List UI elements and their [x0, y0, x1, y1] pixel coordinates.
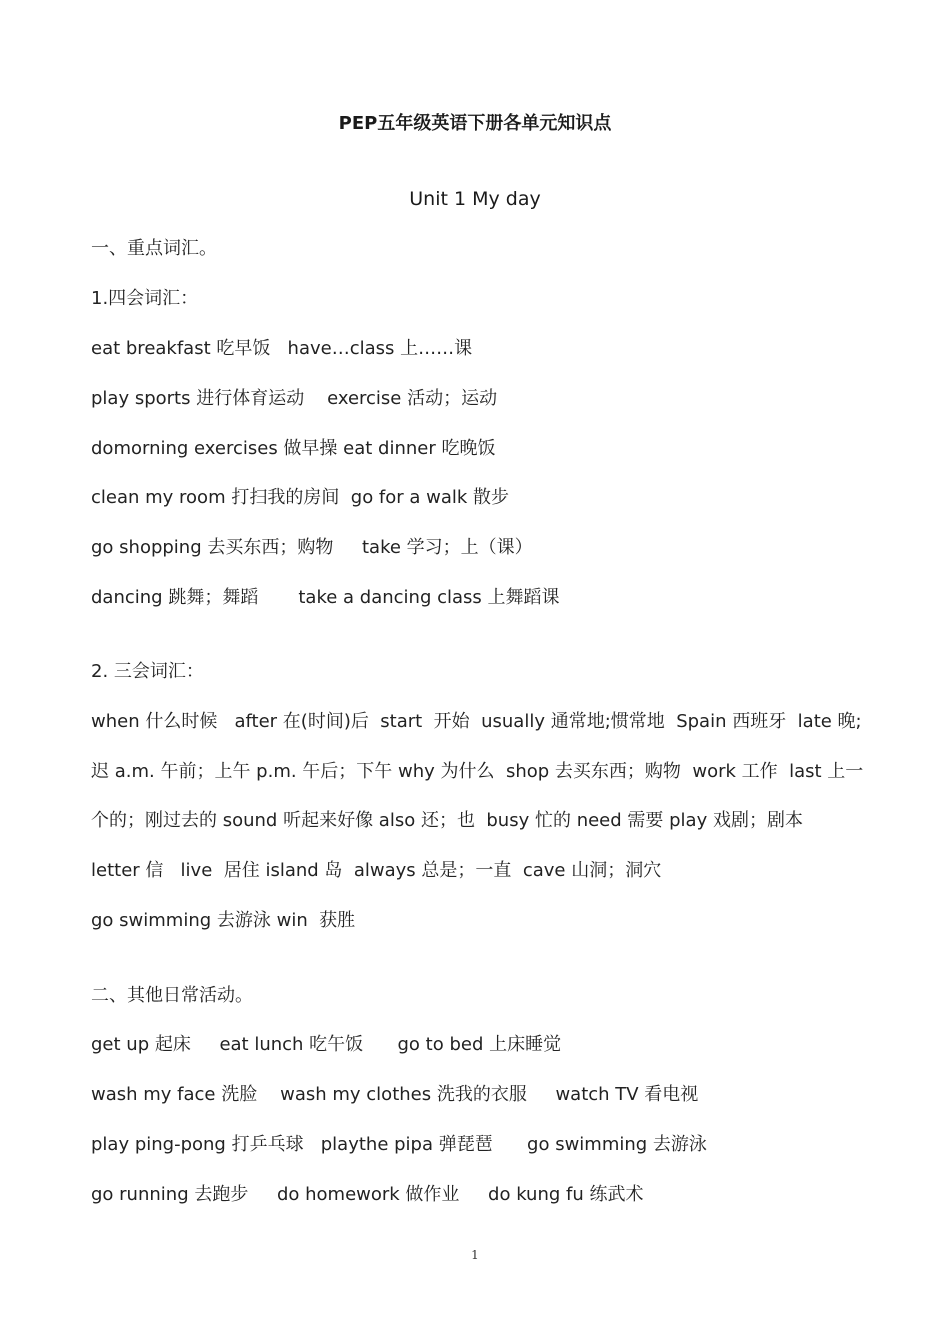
vocab-line: clean my room 打扫我的房间 go for a walk 散步	[91, 487, 510, 508]
unit-title: Unit 1 My day	[409, 188, 541, 210]
activity-line: play ping-pong 打乒乓球 playthe pipa 弹琵琶 go swimming 去游泳	[91, 1134, 707, 1155]
document-title: PEP五年级英语下册各单元知识点	[338, 113, 612, 134]
vocab-line: domorning exercises 做早操 eat dinner 吃晚饭	[91, 438, 496, 459]
page-number: 1	[471, 1248, 479, 1262]
activity-line: get up 起床 eat lunch 吃午饭 go to bed 上床睡觉	[91, 1034, 562, 1055]
vocab-line: letter 信 live 居住 island 岛 always 总是；一直 cave 山洞；洞穴	[91, 860, 662, 881]
section-heading-other-activities: 二、其他日常活动。	[91, 985, 253, 1006]
vocab-line: go shopping 去买东西；购物 take 学习；上（课）	[91, 537, 533, 558]
activity-line: wash my face 洗脸 wash my clothes 洗我的衣服 watch TV 看电视	[91, 1084, 699, 1105]
subheading-three-skill-words: 2. 三会词汇：	[91, 661, 204, 682]
activity-line: go running 去跑步 do homework 做作业 do kung fu 练武术	[91, 1184, 644, 1205]
subheading-four-skill-words: 1.四会词汇：	[91, 288, 199, 309]
vocab-line: go swimming 去游泳 win 获胜	[91, 910, 356, 931]
vocab-line: dancing 跳舞；舞蹈 take a dancing class 上舞蹈课	[91, 587, 560, 608]
vocab-line: eat breakfast 吃早饭 have…class 上……课	[91, 338, 473, 359]
vocab-line: when 什么时候 after 在(时间)后 start 开始 usually 通常地;惯常地 Spain 西班牙 late 晚;	[91, 711, 862, 732]
vocab-line: 个的；刚过去的 sound 听起来好像 also 还；也 busy 忙的 need 需要 play 戏剧；剧本	[91, 810, 803, 831]
vocab-line: 迟 a.m. 午前；上午 p.m. 午后；下午 why 为什么 shop 去买东西；购物 work 工作 last 上一	[91, 761, 864, 782]
vocab-line: play sports 进行体育运动 exercise 活动；运动	[91, 388, 498, 409]
section-heading-key-vocabulary: 一、重点词汇。	[91, 238, 217, 259]
